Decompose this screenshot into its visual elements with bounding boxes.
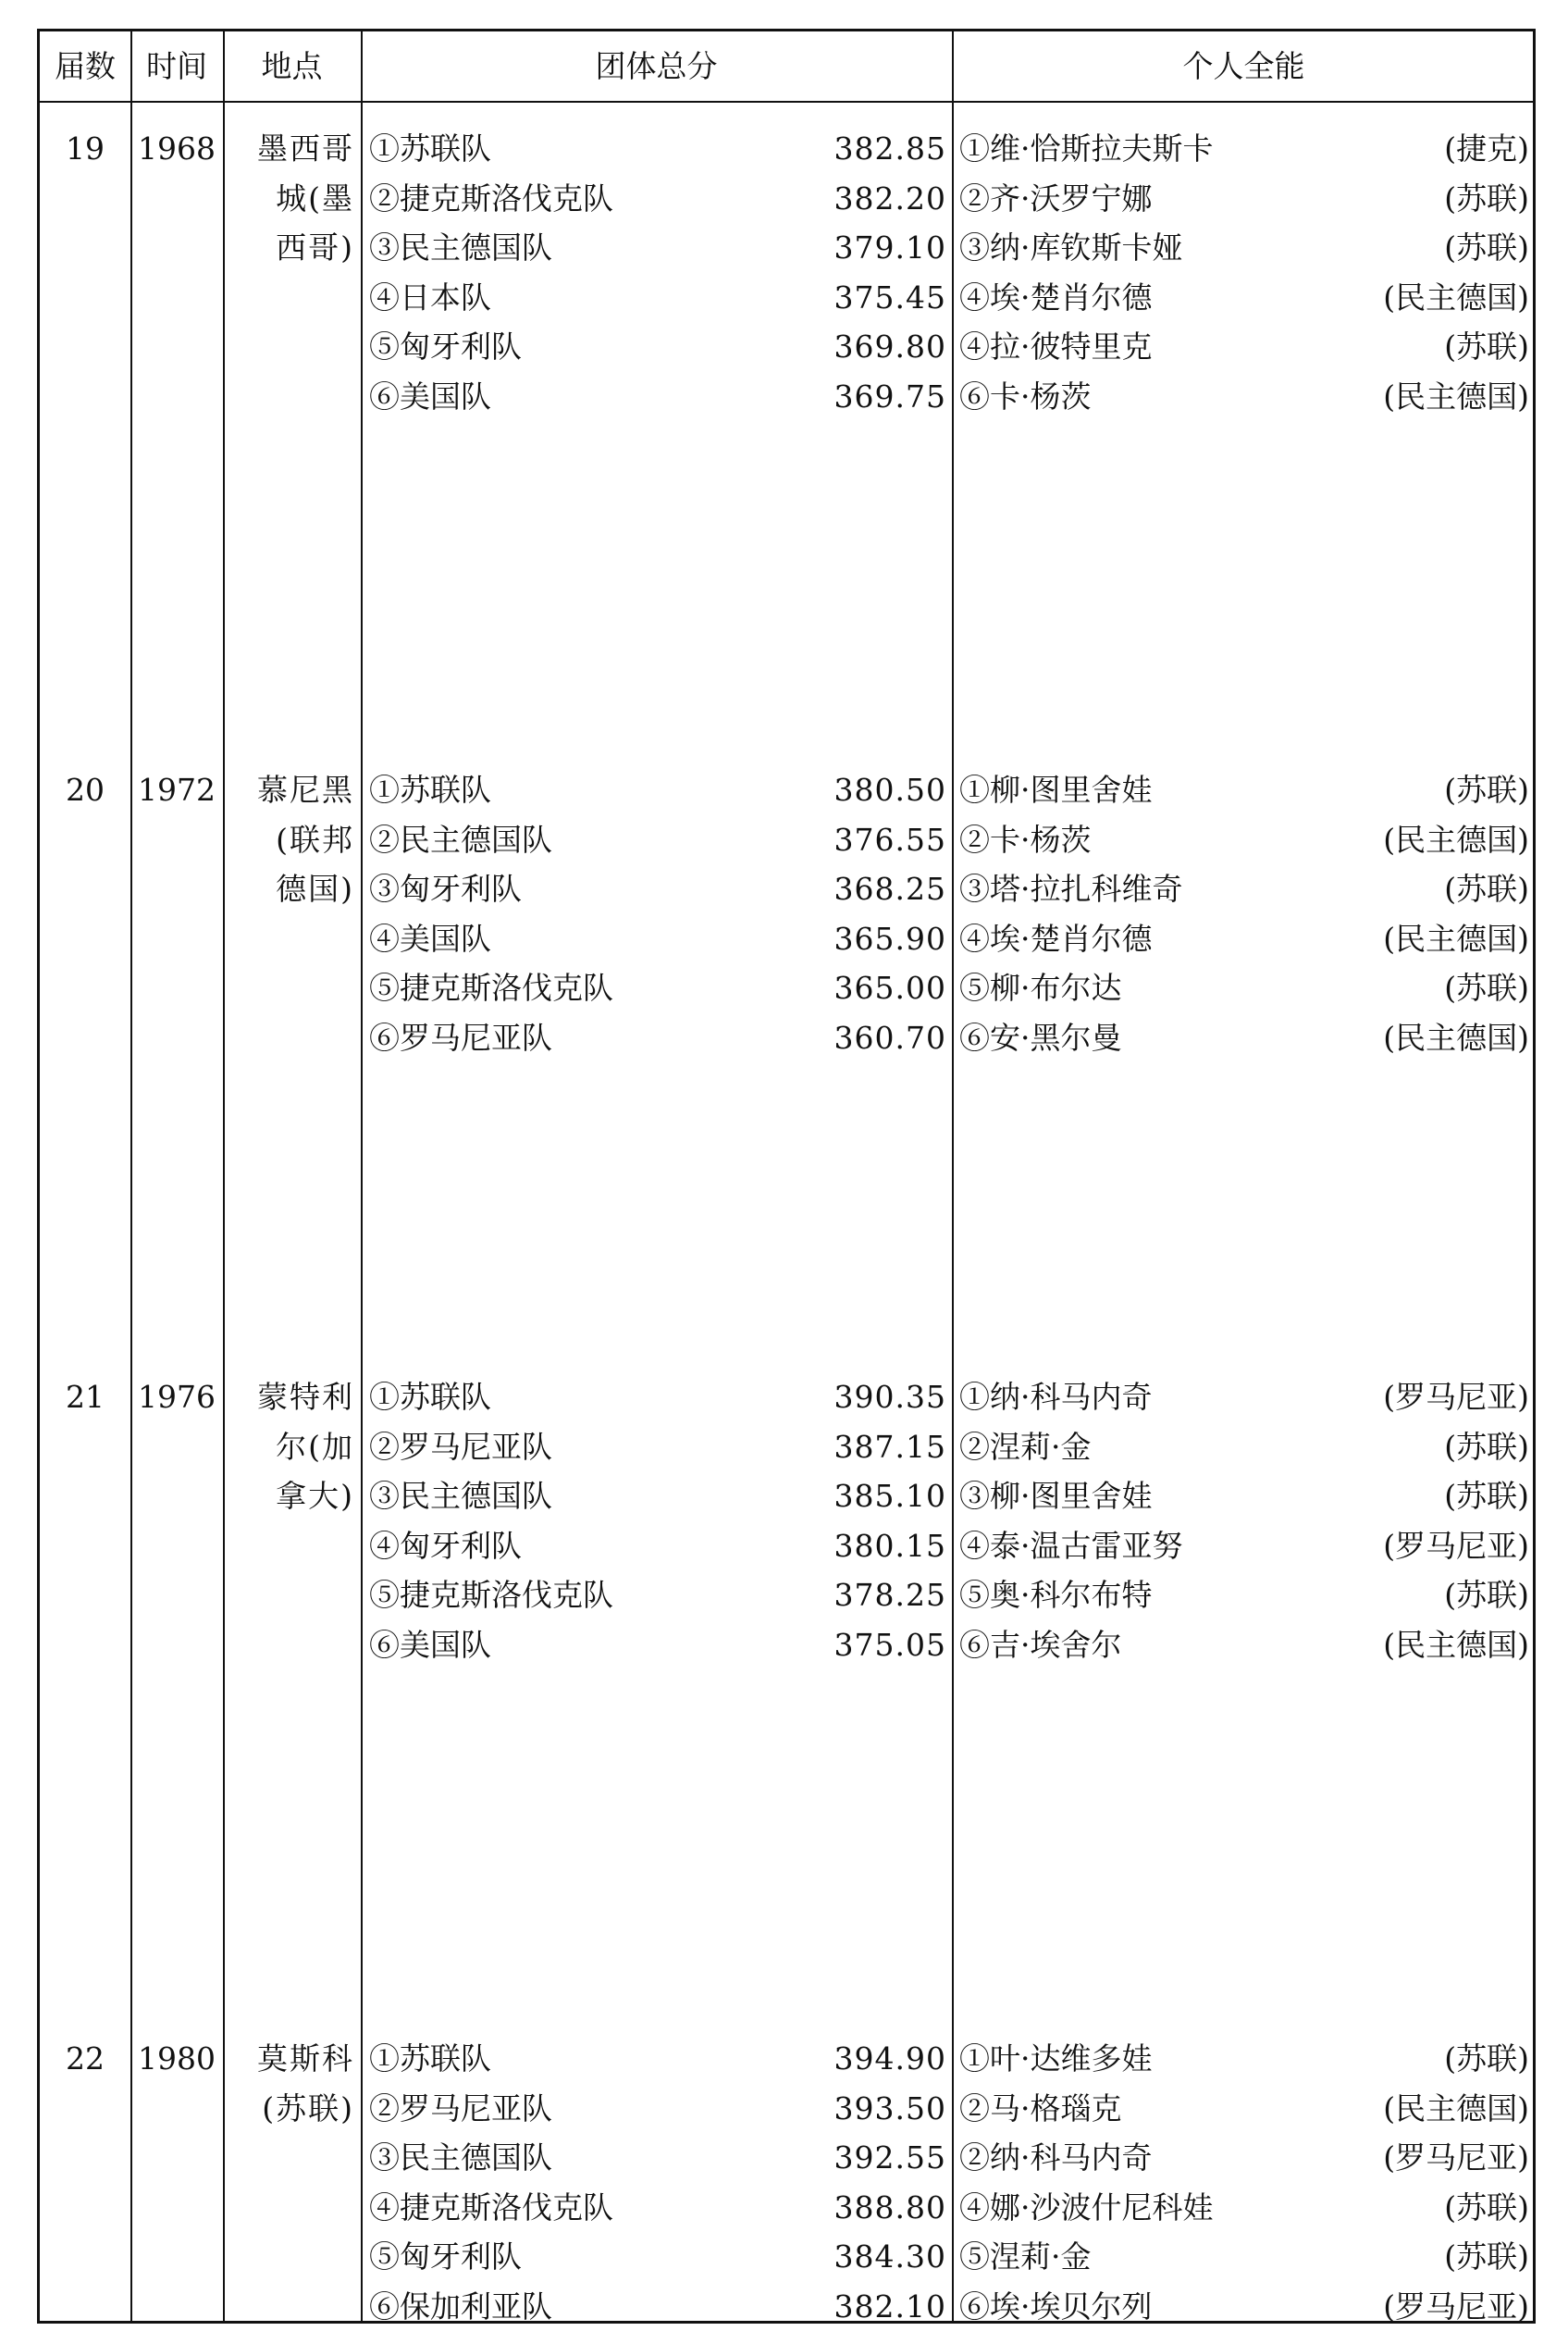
- team-name: ②捷克斯洛伐克队: [369, 180, 613, 217]
- place-line: 拿大): [276, 1478, 354, 1514]
- athlete-name: ②马·格瑙克: [959, 2089, 1122, 2126]
- team-score: 369.80: [833, 329, 946, 365]
- team-name: ⑥罗马尼亚队: [369, 1019, 552, 1056]
- place-line: 尔(加: [276, 1428, 354, 1465]
- team-score: 390.35: [833, 1379, 946, 1415]
- athlete-country: (民主德国): [1383, 821, 1529, 858]
- athlete-country: (民主德国): [1383, 920, 1529, 957]
- header-year: 时间: [146, 48, 207, 84]
- header-team-score: 团体总分: [595, 48, 718, 84]
- athlete-country: (民主德国): [1383, 378, 1529, 415]
- athlete-country: (苏联): [1444, 1577, 1529, 1613]
- team-name: ④日本队: [369, 279, 491, 316]
- place-line: 城(墨: [276, 180, 354, 217]
- team-score: 380.15: [833, 1527, 946, 1564]
- team-score: 365.00: [833, 970, 946, 1006]
- athlete-name: ⑤涅莉·金: [959, 2238, 1092, 2275]
- place-line: 德国): [276, 871, 354, 907]
- athlete-name: ①纳·科马内奇: [959, 1379, 1153, 1415]
- column-divider: [130, 31, 132, 2321]
- team-score: 376.55: [833, 821, 946, 858]
- edition-cell: 22: [66, 2040, 105, 2077]
- athlete-country: (苏联): [1444, 2040, 1529, 2077]
- team-name: ①苏联队: [369, 2040, 491, 2077]
- athlete-name: ③柳·图里舍娃: [959, 1478, 1153, 1514]
- athlete-country: (民主德国): [1383, 279, 1529, 316]
- athlete-name: ③塔·拉扎科维奇: [959, 871, 1183, 907]
- team-name: ⑤匈牙利队: [369, 329, 522, 365]
- athlete-name: ③纳·库钦斯卡娅: [959, 229, 1183, 266]
- edition-cell: 19: [66, 130, 105, 167]
- team-score: 375.45: [833, 279, 946, 316]
- team-name: ④捷克斯洛伐克队: [369, 2188, 613, 2226]
- place-line: 墨西哥: [257, 130, 354, 167]
- team-score: 382.20: [833, 180, 946, 217]
- year-cell: 1972: [138, 772, 216, 808]
- athlete-name: ①柳·图里舍娃: [959, 772, 1153, 808]
- team-name: ④匈牙利队: [369, 1527, 522, 1564]
- athlete-country: (罗马尼亚): [1383, 2288, 1529, 2325]
- athlete-country: (捷克): [1444, 130, 1529, 167]
- athlete-country: (苏联): [1444, 1478, 1529, 1514]
- team-name: ②罗马尼亚队: [369, 2089, 552, 2126]
- team-name: ⑥美国队: [369, 1626, 491, 1663]
- athlete-name: ④娜·沙波什尼科娃: [959, 2188, 1214, 2226]
- athlete-country: (民主德国): [1383, 1019, 1529, 1056]
- place-line: (联邦: [276, 821, 354, 858]
- athlete-name: ①叶·达维多娃: [959, 2040, 1153, 2077]
- place-line: (苏联): [262, 2089, 354, 2126]
- edition-cell: 21: [66, 1379, 105, 1415]
- athlete-country: (苏联): [1444, 1428, 1529, 1465]
- athlete-country: (苏联): [1444, 772, 1529, 808]
- athlete-name: ④埃·楚肖尔德: [959, 920, 1153, 957]
- column-divider: [361, 31, 363, 2321]
- team-score: 392.55: [833, 2139, 946, 2176]
- team-score: 379.10: [833, 229, 946, 266]
- athlete-name: ②齐·沃罗宁娜: [959, 180, 1153, 217]
- athlete-name: ②卡·杨茨: [959, 821, 1092, 858]
- team-name: ②罗马尼亚队: [369, 1428, 552, 1465]
- athlete-name: ⑥吉·埃舍尔: [959, 1626, 1122, 1663]
- team-name: ⑤捷克斯洛伐克队: [369, 1577, 613, 1613]
- athlete-name: ⑥卡·杨茨: [959, 378, 1092, 415]
- team-name: ②民主德国队: [369, 821, 552, 858]
- team-score: 382.10: [833, 2288, 946, 2325]
- header-place: 地点: [261, 48, 323, 84]
- athlete-country: (罗马尼亚): [1383, 2139, 1529, 2176]
- team-score: 368.25: [833, 871, 946, 907]
- place-line: 蒙特利: [257, 1379, 354, 1415]
- team-score: 375.05: [833, 1626, 946, 1663]
- athlete-country: (苏联): [1444, 329, 1529, 365]
- header-edition: 届数: [55, 48, 116, 84]
- team-score: 365.90: [833, 920, 946, 957]
- athlete-country: (民主德国): [1383, 2089, 1529, 2126]
- team-name: ④美国队: [369, 920, 491, 957]
- team-score: 369.75: [833, 378, 946, 415]
- athlete-country: (苏联): [1444, 871, 1529, 907]
- team-name: ⑤捷克斯洛伐克队: [369, 970, 613, 1006]
- athlete-name: ④泰·温古雷亚努: [959, 1527, 1183, 1564]
- team-score: 387.15: [833, 1428, 946, 1465]
- athlete-name: ⑥安·黑尔曼: [959, 1019, 1122, 1056]
- athlete-country: (苏联): [1444, 2188, 1529, 2226]
- athlete-country: (苏联): [1444, 970, 1529, 1006]
- year-cell: 1980: [138, 2040, 216, 2077]
- column-divider: [223, 31, 225, 2321]
- header-individual-all-around: 个人全能: [1182, 48, 1305, 84]
- team-name: ①苏联队: [369, 1379, 491, 1415]
- header-divider: [40, 101, 1533, 103]
- place-line: 莫斯科: [257, 2040, 354, 2077]
- team-name: ⑤匈牙利队: [369, 2238, 522, 2275]
- athlete-name: ⑤奥·科尔布特: [959, 1577, 1153, 1613]
- team-name: ⑥美国队: [369, 378, 491, 415]
- athlete-name: ①维·恰斯拉夫斯卡: [959, 130, 1214, 167]
- athlete-name: ⑤柳·布尔达: [959, 970, 1122, 1006]
- place-line: 慕尼黑: [257, 772, 354, 808]
- athlete-name: ⑥埃·埃贝尔列: [959, 2288, 1153, 2325]
- team-name: ③民主德国队: [369, 2139, 552, 2176]
- athlete-name: ④拉·彼特里克: [959, 329, 1153, 365]
- athlete-name: ②纳·科马内奇: [959, 2139, 1153, 2176]
- team-name: ③民主德国队: [369, 229, 552, 266]
- team-score: 380.50: [833, 772, 946, 808]
- team-score: 360.70: [833, 1019, 946, 1056]
- results-table: [37, 29, 1536, 2324]
- column-divider: [952, 31, 954, 2321]
- athlete-country: (民主德国): [1383, 1626, 1529, 1663]
- team-score: 393.50: [833, 2089, 946, 2126]
- team-score: 382.85: [833, 130, 946, 167]
- year-cell: 1968: [138, 130, 216, 167]
- athlete-name: ④埃·楚肖尔德: [959, 279, 1153, 316]
- team-name: ①苏联队: [369, 772, 491, 808]
- team-score: 384.30: [833, 2238, 946, 2275]
- team-name: ③匈牙利队: [369, 871, 522, 907]
- athlete-name: ②涅莉·金: [959, 1428, 1092, 1465]
- athlete-country: (苏联): [1444, 229, 1529, 266]
- athlete-country: (苏联): [1444, 180, 1529, 217]
- team-name: ③民主德国队: [369, 1478, 552, 1514]
- edition-cell: 20: [66, 772, 105, 808]
- team-name: ①苏联队: [369, 130, 491, 167]
- team-score: 378.25: [833, 1577, 946, 1613]
- team-score: 394.90: [833, 2040, 946, 2077]
- athlete-country: (苏联): [1444, 2238, 1529, 2275]
- athlete-country: (罗马尼亚): [1383, 1527, 1529, 1564]
- athlete-country: (罗马尼亚): [1383, 1379, 1529, 1415]
- team-score: 388.80: [833, 2188, 946, 2226]
- year-cell: 1976: [138, 1379, 216, 1415]
- place-line: 西哥): [276, 229, 354, 266]
- team-name: ⑥保加利亚队: [369, 2288, 552, 2325]
- team-score: 385.10: [833, 1478, 946, 1514]
